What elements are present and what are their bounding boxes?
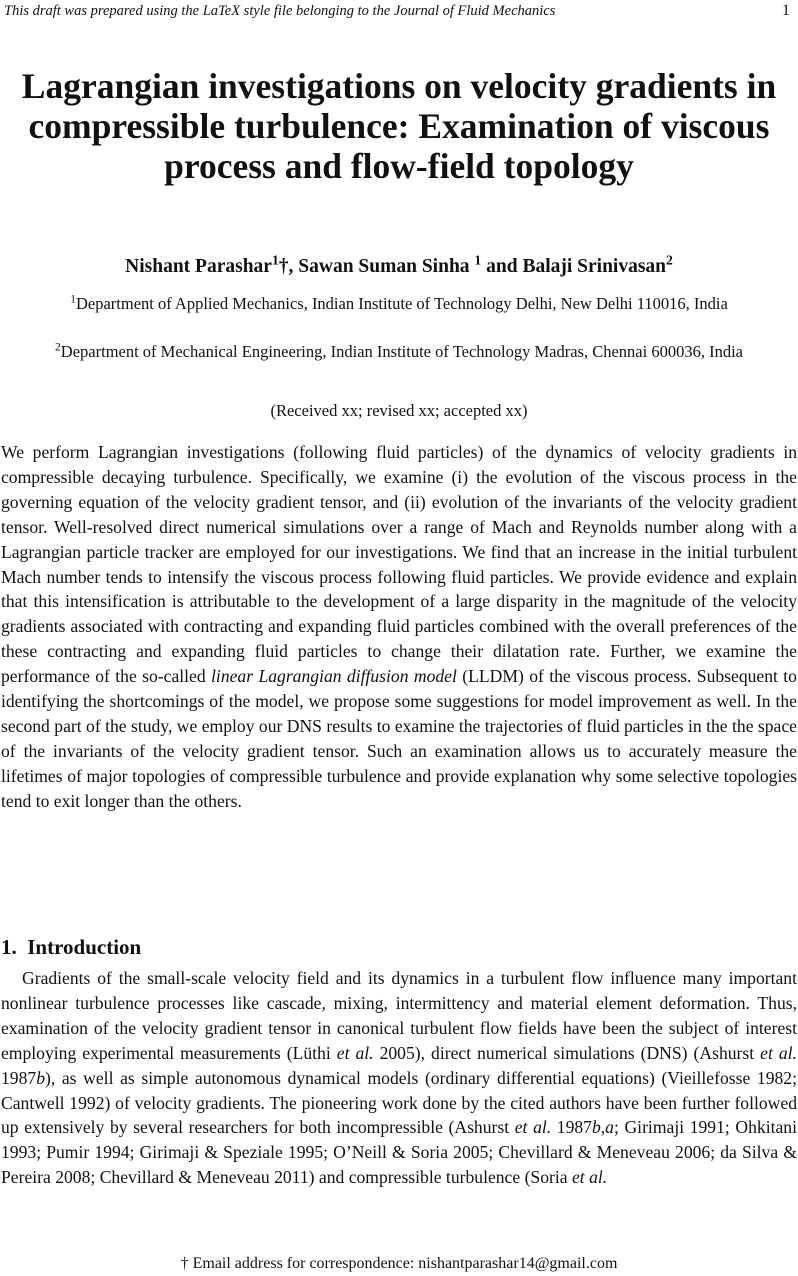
and-word: and bbox=[486, 256, 518, 277]
intro-text-6: ; Girimaji 1991; Ohkitani 1993; Pumir 1994; Girimaji & Speziale 1995; O’Neill & Soria 2005; Chevillard & Meneveau 2006; da Silva & Pereira 2008; Chevillard & Meneveau 2011) and compressible turbulence (Soria bbox=[1, 1117, 797, 1188]
intro-text-5: 1987 bbox=[556, 1117, 592, 1138]
abstract bbox=[1, 440, 797, 814]
intro-etal-1: et al. bbox=[336, 1042, 374, 1063]
page-number: 1 bbox=[782, 2, 790, 19]
intro-etal-4: et al. bbox=[571, 1167, 608, 1188]
corresponding-mark: †, bbox=[278, 256, 294, 277]
model-name: linear Lagrangian diffusion model bbox=[211, 666, 457, 687]
received-dates: (Received xx; revised xx; accepted xx) bbox=[270, 401, 528, 420]
author-2: Sawan Suman Sinha bbox=[298, 256, 470, 277]
running-head bbox=[4, 0, 794, 22]
author-3-affil: 2 bbox=[666, 252, 673, 268]
affiliation-2-sup: 2 bbox=[55, 341, 61, 354]
intro-text-2: 2005), direct numerical simulations (DNS) (Ashurst bbox=[379, 1042, 755, 1063]
footnote: † Email address for correspondence: nishantparashar14@gmail.com bbox=[180, 1255, 618, 1272]
author-1-affil: 1 bbox=[271, 252, 279, 268]
abstract-part-1: We perform Lagrangian investigations (following fluid particles) of the dynamics of velocity gradients in compressible decaying turbulence. Specifically, we examine (i) the evolution of the viscous process in the governing equation of the velocity gradient tensor, and (ii) evolution of the invariants of the velocity gradient tensor. Well-resolved direct numerical simulations over a range of Mach and Reynolds number along with a Lagrangian particle tracker are employed for our investigations. We find that an increase in the initial turbulent Mach number tends to intensify the viscous process following fluid particles. We provide evidence and explain that this intensification is attributable to the development of a large disparity in the magnitude of the velocity gradients associated with contracting and expanding fluid particles combined with the overall preferences of the these contracting and expanding fluid particles to change their dilatation rate. Further, we examine the performance of the so-called bbox=[1, 442, 797, 687]
section-title: Introduction bbox=[27, 935, 142, 959]
affiliation-2-text: Department of Mechanical Engineering, Indian Institute of Technology Madras, Chennai 600036, India bbox=[60, 342, 743, 361]
affiliation-1-text: Department of Applied Mechanics, Indian Institute of Technology Delhi, New Delhi 110016, India bbox=[75, 294, 728, 313]
intro-ba: b,a bbox=[591, 1117, 614, 1138]
author-2-affil: 1 bbox=[474, 252, 482, 268]
intro-b: b bbox=[36, 1067, 45, 1088]
author-3: Balaji Srinivasan bbox=[522, 256, 667, 277]
intro-text-4: ), as well as simple autonomous dynamical models (ordinary differential equations) (Vieillefosse 1982; Cantwell 1992) of velocity gradients. The pioneering work done by the cited authors have been further followed up extensively by several researchers for both incompressible (Ashurst bbox=[1, 1067, 797, 1138]
abstract-part-2: (LLDM) of the viscous process. Subsequent to identifying the shortcomings of the model, we propose some suggestions for model improvement as well. In the second part of the study, we employ our DNS results to examine the trajectories of fluid particles in the the space of the invariants of the velocity gradient tensor. Such an examination allows us to accurately measure the lifetimes of major topologies of compressible turbulence and provide explanation why some selective topologies tend to exit longer than the others. bbox=[1, 666, 797, 811]
section-heading bbox=[1, 934, 141, 960]
intro-etal-3: et al. bbox=[514, 1117, 552, 1138]
intro-paragraph bbox=[1, 966, 797, 1190]
affiliation-2 bbox=[0, 341, 798, 362]
intro-text-1: Gradients of the small-scale velocity field and its dynamics in a turbulent flow influence many important nonlinear turbulence processes like cascade, mixing, intermittency and material element deformation. Thus, examination of the velocity gradient tensor in canonical turbulent flow fields have been the subject of interest employing experimental measurements (Lüthi bbox=[1, 968, 797, 1063]
section-number: 1. bbox=[1, 935, 17, 959]
author-1: Nishant Parashar bbox=[125, 256, 272, 277]
affiliation-1 bbox=[0, 293, 798, 314]
paper-title: Lagrangian investigations on velocity gradients in compressible turbulence: Examination of viscous process and flow-field topology bbox=[21, 66, 777, 186]
intro-text-3: 1987 bbox=[1, 1067, 37, 1088]
intro-etal-2: et al. bbox=[760, 1042, 797, 1063]
running-head-text: This draft was prepared using the LaTeX style file belonging to the Journal of Fluid Mechanics bbox=[4, 3, 556, 19]
affiliation-1-sup: 1 bbox=[70, 293, 76, 306]
author-list bbox=[0, 252, 798, 279]
